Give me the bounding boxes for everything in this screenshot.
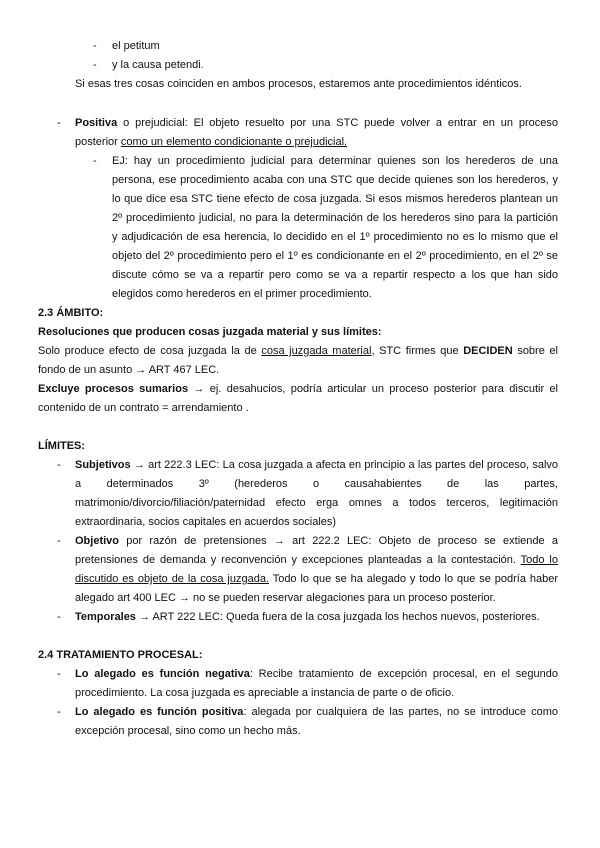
bullet: - [57,706,61,718]
ej-line: elegidos como herederos en el primer procedimiento. [112,288,372,300]
excluye-line-1: Excluye procesos sumarios → ej. desahucios, podría articular un proceso posterior para discutir el [38,383,558,395]
bullet: - [57,535,61,547]
ambito-line-2: fondo de un asunto → ART 467 LEC. [38,364,220,376]
intro-item-causa: y la causa petendi. [112,59,204,71]
objetivo-line-4: alegado art 400 LEC → no se pueden reservar alegaciones para un proceso posterior. [75,592,496,604]
ej-line: persona, ese procedimiento acaba con una STC que decide quienes son los herederos, y [112,174,558,186]
intro-item-petitum: el petitum [112,40,160,52]
ej-line: discute cómo se va a repartir pero como se va a repartir respecto a los que han sido [112,269,558,281]
positiva-funcion-line-1: Lo alegado es función positiva: alegada por cualquiera de las partes, no se introduce como [75,706,558,718]
subjetivos-line-2: a determinados 3º (herederos o causahabientes de las partes, [75,478,558,490]
negativa-line-1: Lo alegado es función negativa: Recibe tratamiento de excepción procesal, en el segundo [75,668,558,680]
intro-summary: Si esas tres cosas coinciden en ambos procesos, estaremos ante procedimientos idénticos. [75,78,522,90]
ej-line: lo que dice esa STC tiene efecto de cosa juzgada. Si esos mismos herederos plantean un [112,193,558,205]
objetivo-line-2: pretensiones de demanda y reconvención y excepciones planteadas a la contestación. Todo lo [75,554,558,566]
positiva-funcion-line-2: excepción procesal, sino como un hecho más. [75,725,301,737]
objetivo-line-3: discutido es objeto de la cosa juzgada. Todo lo que se ha alegado y todo lo que se podría haber [75,573,558,585]
bullet: - [57,668,61,680]
bullet: - [57,611,61,623]
section-heading-ambito: 2.3 ÁMBITO: [38,307,104,319]
sub-bullet: - [93,40,97,52]
ej-line: objeto del 2º procedimiento pero el 1º es condicionante en el 2º procedimiento, en el 2º se [112,250,558,262]
ej-line: y adjudicación de esa herencia, lo decidido en el 1º procedimiento no es lo mismo que el [112,231,558,243]
subjetivos-line-1: Subjetivos → art 222.3 LEC: La cosa juzgada a afecta en principio a las partes del proceso, salvo [75,459,558,471]
ej-line: EJ: hay un procedimiento judicial para determinar quienes son los herederos de una [112,155,558,167]
temporales-line: Temporales → ART 222 LEC: Queda fuera de la cosa juzgada los hechos nuevos, posteriores. [75,611,540,623]
objetivo-line-1: Objetivo por razón de pretensiones → art 222.2 LEC: Objeto de proceso se extiende a [75,535,558,547]
sub-bullet: - [93,155,97,167]
ambito-subheading: Resoluciones que producen cosas juzgada material y sus límites: [38,326,382,338]
subjetivos-line-4: extraordinaria, socios capitales en acuerdos sociales) [75,516,337,528]
negativa-line-2: procedimiento. La cosa juzgada es apreciable a instancia de parte o de oficio. [75,687,455,699]
positiva-label: Positiva [75,117,118,129]
excluye-line-2: contenido de un contrato = arrendamiento . [38,402,249,414]
section-heading-limites: LÍMITES: [38,440,86,452]
ambito-line-1: Solo produce efecto de cosa juzgada la de cosa juzgada material, STC firmes que DECIDEN sobre el [38,345,558,357]
sub-bullet: - [93,59,97,71]
positiva-line-2: posterior como un elemento condicionante o prejudicial. [75,136,348,148]
section-heading-tratamiento: 2.4 TRATAMIENTO PROCESAL: [38,649,203,661]
bullet: - [57,117,61,129]
ej-line: 2º procedimiento judicial, no para la determinación de los herederos sino para la partición [112,212,558,224]
positiva-line-1: Positiva o prejudicial: El objeto resuelto por una STC puede volver a entrar en un proceso [75,117,558,129]
subjetivos-line-3: matrimonio/divorcio/filiación/paternidad efecto erga omnes a todos terceros, legitimación [75,497,558,509]
positiva-underlined: como un elemento condicionante o prejudicial. [120,136,348,148]
bullet: - [57,459,61,471]
